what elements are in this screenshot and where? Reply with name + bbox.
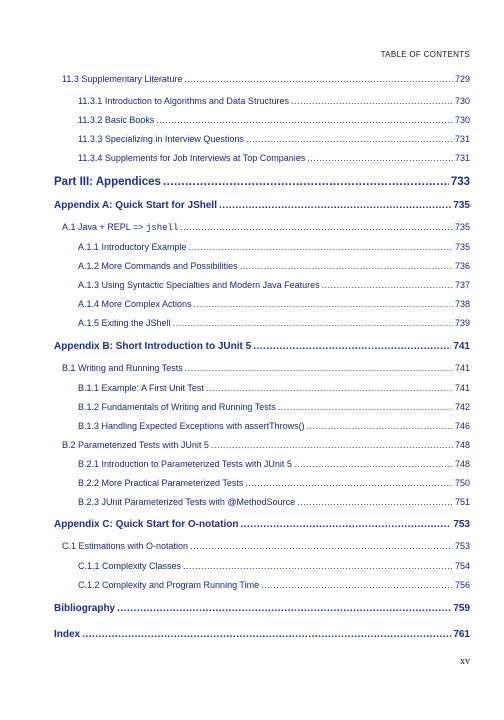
leader-dots: [294, 458, 453, 470]
toc-entry-b-2-3[interactable]: [54, 496, 470, 508]
toc-entry-11-3-2[interactable]: [54, 114, 470, 126]
toc-entry-label: C.1.2 Complexity and Program Running Time: [78, 580, 260, 590]
toc-entry-page: 733: [450, 176, 470, 188]
toc-entry-page: 761: [453, 629, 470, 640]
toc-entry-a-1-3[interactable]: [54, 279, 470, 291]
toc-entry-b-1-2[interactable]: [54, 401, 470, 413]
toc-entry-a-1-1[interactable]: [54, 241, 470, 253]
toc-entry-c-1-1[interactable]: [54, 560, 470, 572]
toc-appendix-c[interactable]: [54, 519, 470, 531]
toc-entry-label: Appendix A: Quick Start for JShell: [54, 200, 217, 211]
toc-entry-page: 741: [454, 363, 470, 373]
toc-bibliography[interactable]: [54, 603, 470, 615]
toc-entry-b-2[interactable]: [54, 439, 470, 451]
toc-part-iii[interactable]: [54, 176, 470, 188]
leader-dots: [219, 200, 451, 212]
toc-entry-page: 729: [454, 74, 470, 84]
leader-dots: [240, 260, 453, 272]
toc-entry-label: A.1.2 More Commands and Possibilities: [78, 261, 238, 271]
toc-entry-11-3-3[interactable]: [54, 133, 470, 145]
toc-entry-label: B.1.1 Example: A First Unit Test: [78, 383, 204, 393]
toc-entry-page: 736: [454, 261, 470, 271]
toc-entry-b-1-1[interactable]: [54, 382, 470, 394]
toc-entry-a-1[interactable]: [54, 221, 470, 234]
leader-dots: [307, 420, 453, 432]
toc-entry-label: 11.3.2 Basic Books: [78, 115, 155, 125]
page-number: xv: [460, 656, 470, 667]
toc-entry-label: B.1.2 Fundamentals of Writing and Running Tests: [78, 402, 276, 412]
toc-entry-label: B.1.3 Handling Expected Exceptions with assertThrows(): [78, 421, 305, 431]
leader-dots: [253, 341, 451, 353]
leader-dots: [194, 298, 453, 310]
toc-entry-label: C.1 Estimations with O-notation: [62, 541, 189, 551]
toc-index[interactable]: [54, 629, 470, 641]
leader-dots: [307, 152, 453, 164]
leader-dots: [246, 133, 453, 145]
toc-entry-label: A.1.1 Introductory Example: [78, 242, 187, 252]
toc-entry-page: 751: [454, 497, 470, 507]
toc-entry-page: 741: [454, 383, 470, 393]
toc-entry-page: 735: [454, 242, 470, 252]
toc-entry-label-text: A.1 Java + REPL =>: [62, 222, 146, 232]
leader-dots: [180, 221, 453, 233]
leader-dots: [185, 362, 453, 374]
toc-entry-label: Appendix C: Quick Start for O-notation: [54, 519, 239, 530]
toc-entry-c-1[interactable]: [54, 540, 470, 552]
leader-dots: [117, 603, 451, 615]
toc-entry-label: 11.3 Supplementary Literature: [62, 74, 183, 84]
toc-entry-page: 737: [454, 280, 470, 290]
toc-entry-page: 759: [453, 603, 470, 614]
toc-entry-label: A.1.3 Using Syntactic Specialties and Modern Java Features: [78, 280, 320, 290]
toc-entry-page: 735: [453, 200, 470, 211]
toc-appendix-a[interactable]: [54, 200, 470, 212]
leader-dots: [189, 241, 453, 253]
toc-entry-label: Part III: Appendices: [54, 176, 161, 188]
toc-entry-page: 730: [454, 115, 470, 125]
toc-entry-b-1[interactable]: [54, 362, 470, 374]
toc-entry-label: A.1.4 More Complex Actions: [78, 299, 192, 309]
toc-entry-label: 11.3.3 Specializing in Interview Questions: [78, 134, 244, 144]
toc-entry-page: 750: [454, 478, 470, 488]
leader-dots: [261, 579, 453, 591]
toc-appendix-b[interactable]: [54, 341, 470, 353]
toc-entry-page: 741: [453, 341, 470, 352]
toc-entry-page: 746: [454, 421, 470, 431]
toc-entry-page: 730: [454, 96, 470, 106]
toc-entry-label: B.2.1 Introduction to Parameterized Tests with JUnit 5: [78, 459, 292, 469]
toc-entry-label: 11.3.1 Introduction to Algorithms and Data Structures: [78, 96, 289, 106]
toc-entry-11-3[interactable]: [54, 73, 470, 85]
leader-dots: [184, 73, 453, 85]
leader-dots: [297, 496, 453, 508]
leader-dots: [206, 382, 453, 394]
toc-entry-page: 756: [454, 580, 470, 590]
leader-dots: [156, 114, 453, 126]
leader-dots: [211, 439, 453, 451]
toc-entry-label: B.2 Parameterized Tests with JUnit 5: [62, 440, 209, 450]
toc-entry-11-3-1[interactable]: [54, 95, 470, 107]
leader-dots: [322, 279, 453, 291]
toc-entry-label: B.2.2 More Practical Parameterized Tests: [78, 478, 244, 488]
leader-dots: [240, 519, 451, 531]
toc-entry-11-3-4[interactable]: [54, 152, 470, 164]
leader-dots: [173, 317, 453, 329]
leader-dots: [190, 540, 453, 552]
toc-entry-page: 748: [454, 459, 470, 469]
leader-dots: [278, 401, 453, 413]
toc-entry-page: 731: [454, 153, 470, 163]
toc-entry-b-2-1[interactable]: [54, 458, 470, 470]
toc-entry-a-1-4[interactable]: [54, 298, 470, 310]
toc-entry-page: 735: [454, 222, 470, 232]
toc-entry-c-1-2[interactable]: [54, 579, 470, 591]
toc-entry-label: B.1 Writing and Running Tests: [62, 363, 183, 373]
toc-entry-a-1-2[interactable]: [54, 260, 470, 272]
toc-entry-a-1-5[interactable]: [54, 317, 470, 329]
toc-entry-page: 731: [454, 134, 470, 144]
toc-entry-label: Appendix B: Short Introduction to JUnit 5: [54, 341, 252, 352]
toc-entry-page: 748: [454, 440, 470, 450]
leader-dots: [291, 95, 453, 107]
toc-entry-label: Index: [54, 629, 81, 640]
toc-entry-label: B.2.3 JUnit Parameterized Tests with @MethodSource: [78, 497, 296, 507]
leader-dots: [163, 176, 449, 188]
leader-dots: [82, 629, 451, 641]
toc-entry-page: 742: [454, 402, 470, 412]
toc-entry-b-2-2[interactable]: [54, 477, 470, 489]
toc-entry-page: 754: [454, 561, 470, 571]
leader-dots: [183, 560, 453, 572]
running-header: TABLE OF CONTENTS: [380, 50, 470, 59]
toc-entry-b-1-3[interactable]: [54, 420, 470, 432]
code-jshell: jshell: [145, 223, 179, 233]
toc-entry-label: 11.3.4 Supplements for Job Interviews at Top Companies: [78, 153, 306, 163]
toc-entry-page: 739: [454, 318, 470, 328]
toc-entry-label: A.1.5 Exiting the JShell: [78, 318, 171, 328]
leader-dots: [245, 477, 453, 489]
toc-entry-page: 753: [453, 519, 470, 530]
toc-entry-label: [62, 221, 178, 234]
toc-entry-page: 753: [454, 541, 470, 551]
toc-entry-label: Bibliography: [54, 603, 116, 614]
toc-entry-label: C.1.1 Complexity Classes: [78, 561, 182, 571]
toc-entry-page: 738: [454, 299, 470, 309]
